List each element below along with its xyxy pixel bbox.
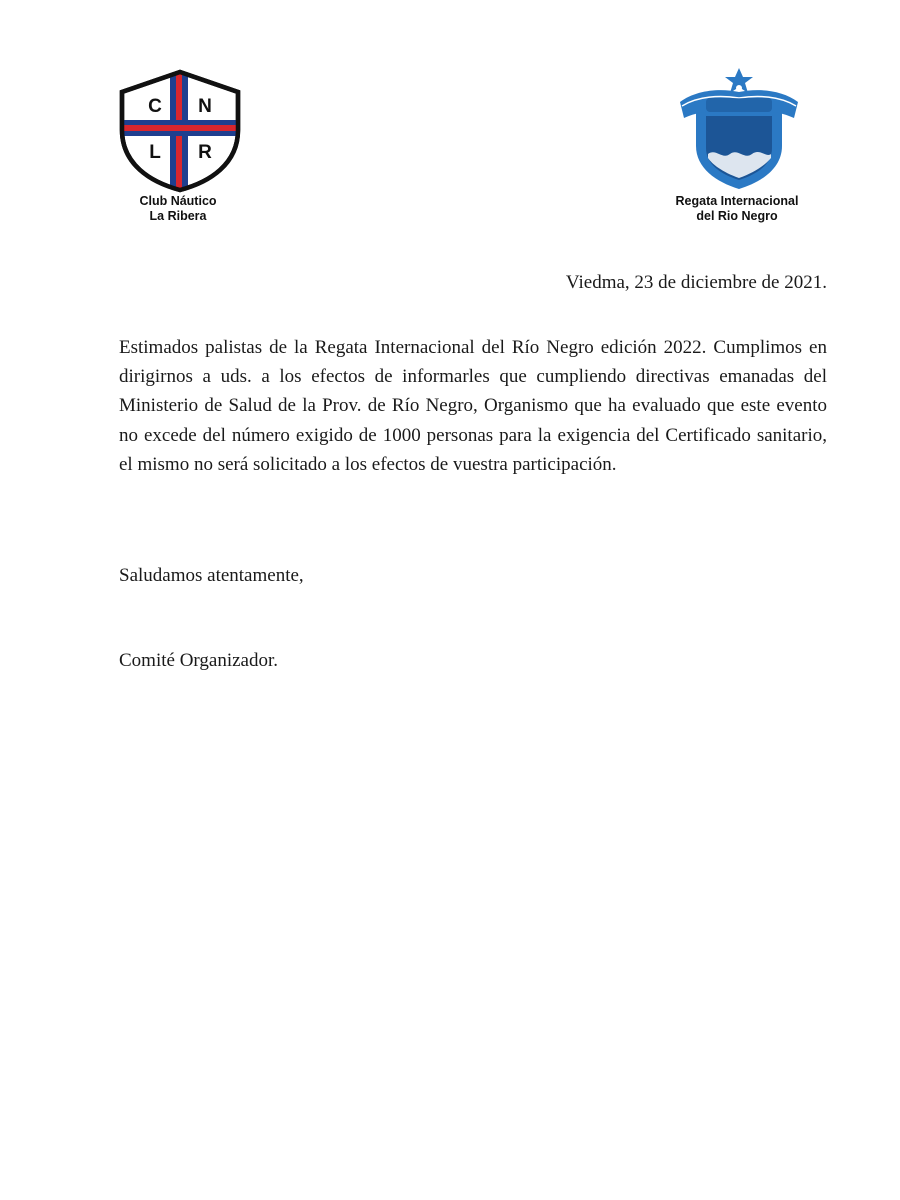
letter-body: Estimados palistas de la Regata Internacional del Río Negro edición 2022. Cumplimos en dirigirnos a uds. a los efectos de informarles que cumpliendo directivas emanadas del Ministerio de Salud de la Prov. de Río Negro, Organismo que ha evaluado que este evento no excede del número exigido de 1000 personas para la exigencia del Certificado sanitario, el mismo no será solicitado a los efectos de vuestra participación. bbox=[119, 337, 827, 475]
letter-date: Viedma, 23 de diciembre de 2021. bbox=[565, 272, 827, 293]
letter-closing: Saludamos atentamente, bbox=[119, 565, 304, 586]
club-nautico-logo bbox=[118, 68, 242, 193]
letter-signature: Comité Organizador. bbox=[119, 650, 279, 671]
club-nautico-caption-line2: La Ribera bbox=[149, 209, 207, 223]
shield-letter-c: C bbox=[148, 96, 162, 117]
club-nautico-shield-icon bbox=[118, 68, 242, 193]
regata-logo bbox=[676, 68, 802, 192]
shield-letter-n: N bbox=[198, 96, 212, 117]
regata-caption bbox=[660, 194, 814, 224]
regata-caption-line2: del Rio Negro bbox=[696, 209, 778, 223]
shield-letter-r: R bbox=[198, 142, 212, 163]
regata-caption-line1: Regata Internacional bbox=[675, 194, 799, 208]
shield-letter-l: L bbox=[149, 142, 161, 163]
club-nautico-caption-line1: Club Náutico bbox=[139, 194, 217, 208]
club-nautico-caption bbox=[118, 194, 238, 224]
regata-badge-icon bbox=[676, 68, 802, 192]
